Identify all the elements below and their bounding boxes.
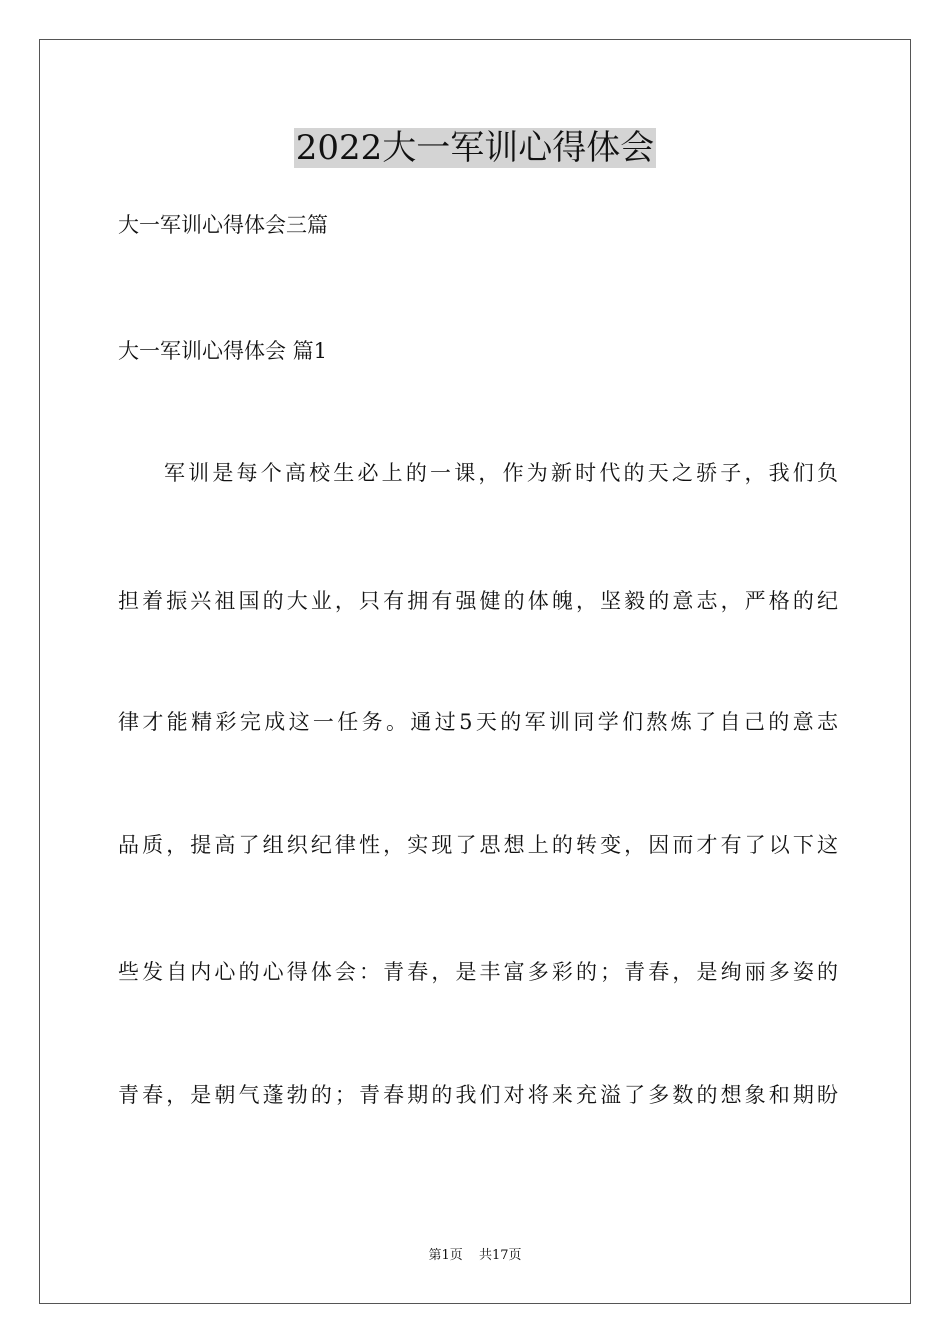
page-number-current: 第1页 [428, 1248, 463, 1263]
document-title-text: 2022大一军训心得体会 [295, 128, 655, 168]
body-line-3: 律才能精彩完成这一任务。通过5天的军训同学们熬炼了自己的意志 [118, 710, 838, 734]
body-line-5: 些发自内心的心得体会：青春，是丰富多彩的；青春，是绚丽多姿的 [118, 960, 838, 984]
body-line-2: 担着振兴祖国的大业，只有拥有强健的体魄，坚毅的意志，严格的纪 [118, 589, 838, 613]
page-footer [0, 1246, 950, 1266]
body-line-6: 青春，是朝气蓬勃的；青春期的我们对将来充溢了多数的想象和期盼 [118, 1083, 838, 1107]
section-heading: 大一军训心得体会 篇1 [118, 339, 328, 363]
body-line-1: 军训是每个高校生必上的一课，作为新时代的天之骄子，我们负 [164, 461, 838, 485]
body-line-4: 品质，提高了组织纪律性，实现了思想上的转变，因而才有了以下这 [118, 833, 838, 857]
page-number-total: 共17页 [478, 1248, 522, 1263]
document-subtitle: 大一军训心得体会三篇 [118, 213, 328, 237]
document-title [0, 126, 950, 170]
